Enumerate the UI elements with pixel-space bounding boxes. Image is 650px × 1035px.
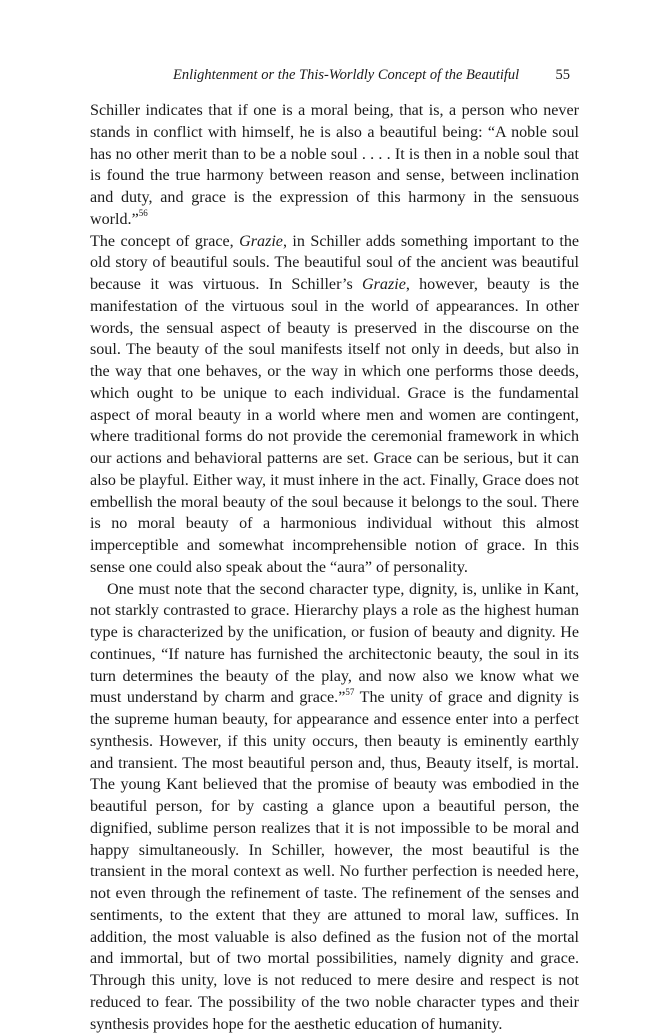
- paragraph-1-remainder: , however, beauty is the manifestation of the virtuous soul in the world of appearances. In other words, the sensual aspect of beauty is preserved in the discourse on the soul. The beauty of the soul manifests itself not only in deeds, but also in the way that one behaves, or the way in which one performs those deeds, which ought to be unique to each individual. Grace is the fundamental aspect of moral beauty in a world where men and women are contingent, where traditional forms do not provide the ceremonial framework in which our actions and behavioral patterns are set. Grace can be serious, but it can also be playful. Either way, it must inhere in the act. Finally, Grace does not embellish the moral beauty of the soul because it belongs to the soul. There is no moral beauty of a harmonious individual without this almost imperceptible and somewhat incomprehensible notion of grace. In this sense one could also speak about the “aura” of personality.: [90, 276, 579, 576]
- footnote-ref-56: 56: [139, 208, 148, 218]
- paragraph-2: [90, 579, 579, 1035]
- term-grazie-1: Grazie: [239, 233, 283, 250]
- term-grazie-2: Grazie: [362, 276, 406, 293]
- paragraph-1-sentence-2-rest: , in Schiller adds something important to the old story of beautiful souls. The beautiful soul of the ancient was beautiful because it was virtuous. In Schiller’s: [90, 233, 579, 294]
- page-number: 55: [556, 67, 571, 84]
- paragraph-2-sentence-1: One must note that the second character type, dignity, is, unlike in Kant, not starkly contrasted to grace. Hierarchy plays a role as the highest human type is characterized by the unification, or fusion of beauty and dignity. He continues, “If nature has furnished the architectonic beauty, the soul in its turn determines the beauty of the play, and now also we know what we must understand by charm and grace.”: [90, 581, 579, 707]
- paragraph-2-remainder: The unity of grace and dignity is the supreme human beauty, for appearance and essence enter into a perfect synthesis. However, if this unity occurs, then beauty is eminently earthly and transient. The most beautiful person and, thus, Beauty itself, is mortal. The young Kant believed that the promise of beauty was embodied in the beautiful person, for by casting a glance upon a beautiful person, the dignified, sublime person realizes that it is not impossible to be moral and happy simultaneously. In Schiller, however, the most beautiful is the transient in the moral context as well. No further perfection is needed here, not even through the refinement of taste. The refinement of the senses and sentiments, to the extent that they are attuned to moral law, suffices. In addition, the most valuable is also defined as the fusion not of the mortal and immortal, but of two mortal possibilities, namely dignity and grace. Through this unity, love is not reduced to mere desire and respect is not reduced to fear. The possibility of the two noble character types and their synthesis provides hope for the aesthetic education of humanity.: [90, 689, 579, 1032]
- footnote-ref-57: 57: [345, 687, 354, 697]
- running-title: Enlightenment or the This-Worldly Concept of the Beautiful: [173, 67, 519, 84]
- paragraph-1-sentence-2-start: The concept of grace,: [90, 233, 239, 250]
- body-text: [90, 100, 579, 1035]
- running-head: [90, 67, 570, 87]
- paragraph-1-sentence-1: Schiller indicates that if one is a moral being, that is, a person who never stands in conflict with himself, he is also a beautiful being: “A noble soul has no other merit than to be a noble soul . . . . It is then in a noble soul that is found the true harmony between reason and sense, between inclination and duty, and grace is the expression of this harmony in the sensuous world.”: [90, 102, 579, 228]
- paragraph-1: [90, 100, 579, 579]
